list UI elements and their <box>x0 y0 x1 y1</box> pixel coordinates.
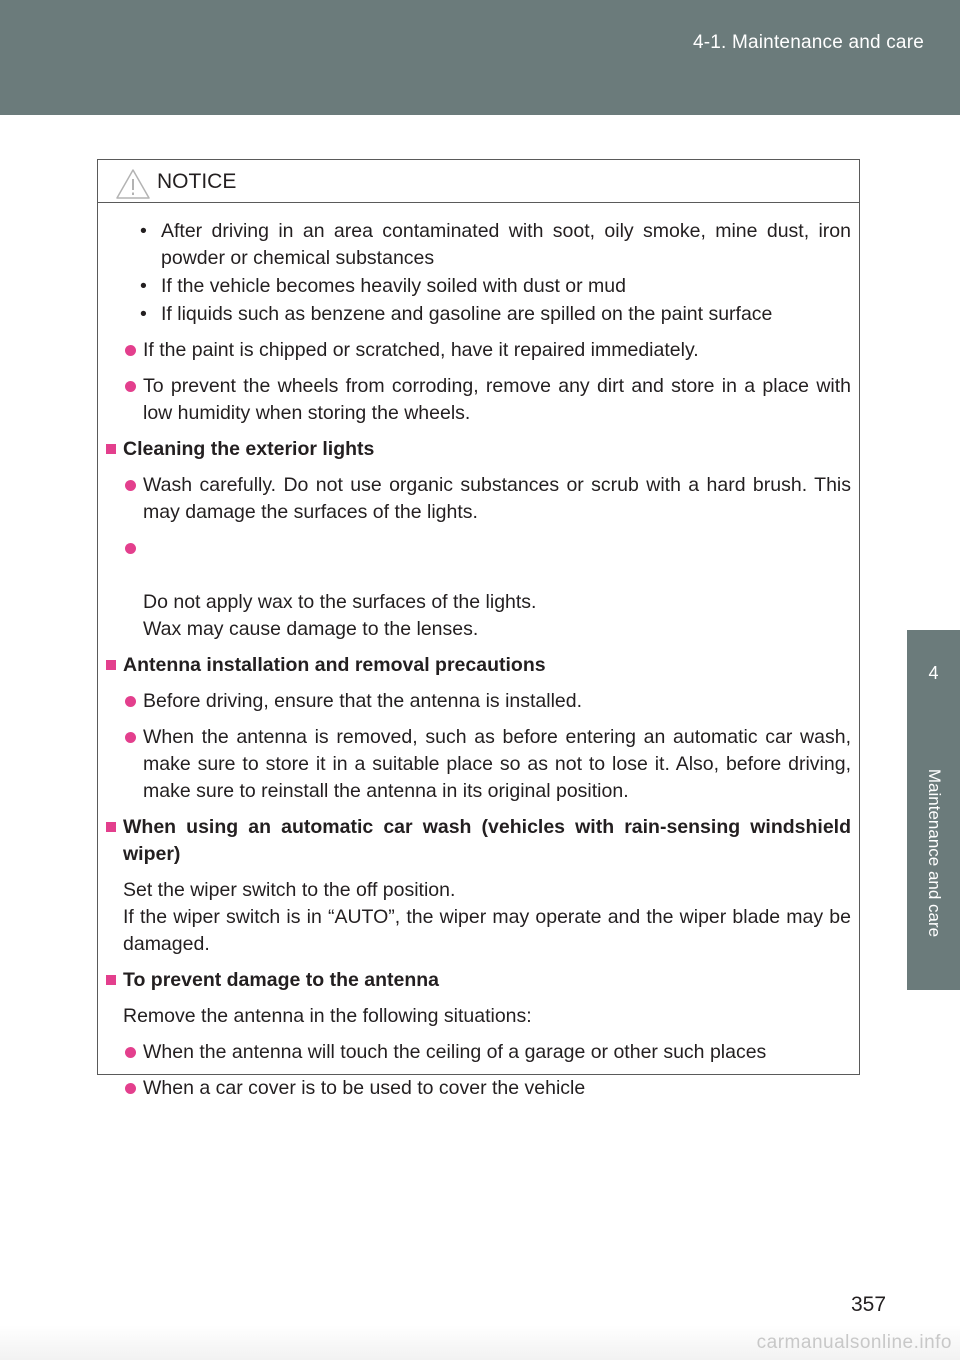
notice-box <box>97 159 860 1099</box>
list-item: To prevent the wheels from corroding, remove any dirt and store in a place with low humidity when storing the wheels. <box>106 373 851 427</box>
bullet-dot-icon <box>125 345 136 356</box>
square-bullet-icon <box>106 660 116 670</box>
chapter-tab <box>907 716 960 990</box>
page-number: 357 <box>851 1293 887 1316</box>
square-bullet-icon <box>106 444 116 454</box>
list-item: Wash carefully. Do not use organic substances or scrub with a hard brush. This may damage the surfaces of the lights. <box>106 472 851 526</box>
bullet-dot-icon <box>125 1047 136 1058</box>
bullet-dot-icon <box>125 480 136 491</box>
bullet-marker: • <box>140 303 147 325</box>
bullet-dot-icon <box>125 381 136 392</box>
section-heading-lights: Cleaning the exterior lights <box>106 436 851 463</box>
header-band <box>0 0 960 115</box>
section-heading-antenna-damage: To prevent damage to the antenna <box>106 967 851 994</box>
notice-body <box>98 203 859 1102</box>
bullet-marker: • <box>140 220 147 242</box>
bullet-dot-icon <box>125 1083 136 1094</box>
list-item: • After driving in an area contaminated with soot, oily smoke, mine dust, iron powder or chemical substances <box>140 220 851 269</box>
list-item: When a car cover is to be used to cover the vehicle <box>106 1075 851 1102</box>
section-title: 4-1. Maintenance and care <box>692 32 924 53</box>
notice-title: NOTICE <box>157 170 237 193</box>
bullet-marker: • <box>140 275 147 297</box>
list-item: When the antenna is removed, such as before entering an automatic car wash, make sure to store it in a suitable place so as not to lose it. Also, before driving, make sure to reinstall the antenna in its original position. <box>106 724 851 805</box>
antenna-damage-text: Remove the antenna in the following situations: <box>123 1005 532 1027</box>
square-bullet-icon <box>106 822 116 832</box>
list-item: • If the vehicle becomes heavily soiled with dust or mud <box>106 273 851 300</box>
square-bullet-icon <box>106 975 116 985</box>
bullet-dot-icon <box>125 732 136 743</box>
warning-icon <box>115 168 151 200</box>
list-item: Before driving, ensure that the antenna is installed. <box>106 688 851 715</box>
chapter-tab-label: Maintenance and care <box>924 768 944 938</box>
car-wash-text: Set the wiper switch to the off position. If the wiper switch is in “AUTO”, the wiper may operate and the wiper blade may be damaged. <box>123 879 851 955</box>
notice-header <box>98 160 859 203</box>
list-item: When the antenna will touch the ceiling of a garage or other such places <box>106 1039 851 1066</box>
watermark: carmanualsonline.info <box>756 1332 952 1353</box>
chapter-tab-number: 4 <box>907 630 960 716</box>
section-heading-antenna: Antenna installation and removal precautions <box>106 652 851 679</box>
bullet-dot-icon <box>125 696 136 707</box>
section-heading-car-wash: When using an automatic car wash (vehicles with rain-sensing windshield wiper) <box>106 814 851 868</box>
list-item: Do not apply wax to the surfaces of the lights. Wax may cause damage to the lenses. <box>106 535 851 643</box>
list-item: If the paint is chipped or scratched, have it repaired immediately. <box>106 337 851 364</box>
list-item: • If liquids such as benzene and gasoline are spilled on the paint surface <box>106 301 851 328</box>
bullet-dot-icon <box>125 543 136 554</box>
